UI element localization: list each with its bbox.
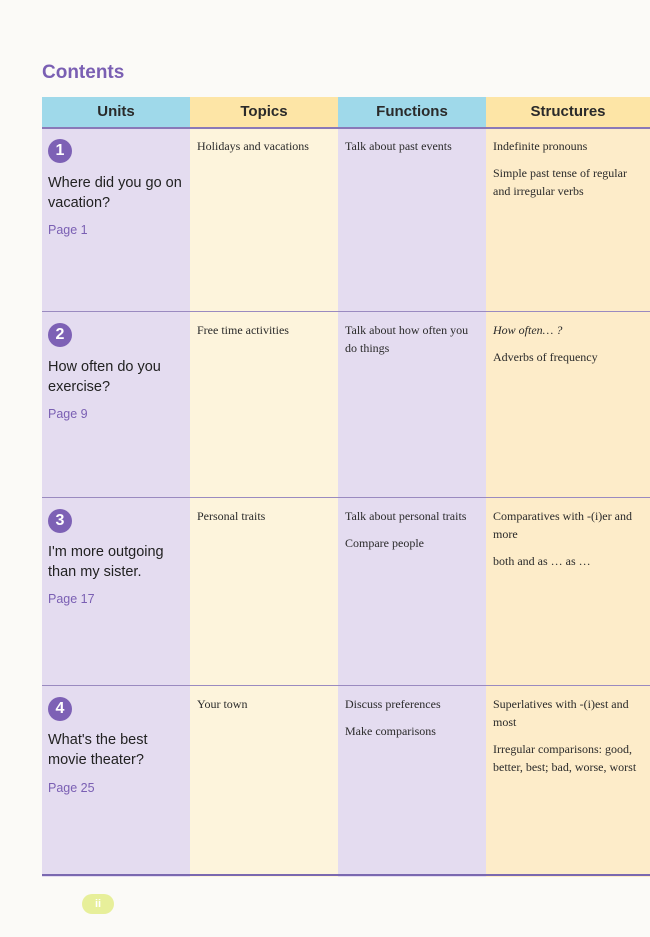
header-structures: Structures: [486, 97, 650, 127]
topics-column: [190, 97, 338, 877]
header-divider: [42, 127, 650, 129]
unit-page-link[interactable]: Page 1: [48, 223, 88, 237]
header-functions: Functions: [338, 97, 486, 127]
function-item: Talk about how often you do things: [345, 323, 469, 355]
unit-structures: [493, 507, 645, 579]
unit-structures: [493, 695, 645, 785]
unit-title: I'm more outgoing than my sister.: [48, 544, 164, 580]
unit-functions: [345, 695, 483, 749]
unit-title: How often do you exercise?: [48, 359, 161, 395]
unit-topic: Holidays and vacations: [197, 139, 309, 153]
function-item: Talk about past events: [345, 139, 452, 153]
row-divider: [42, 311, 650, 312]
unit-topic: Free time activities: [197, 323, 289, 337]
unit-title: What's the best movie theater?: [48, 732, 148, 768]
unit-number-badge: 3: [48, 509, 72, 533]
header-topics: Topics: [190, 97, 338, 127]
function-item: Talk about personal traits: [345, 509, 467, 523]
header-units: Units: [42, 97, 190, 127]
unit-title: Where did you go on vacation?: [48, 175, 182, 211]
function-item: Make comparisons: [345, 724, 436, 738]
unit-page-link[interactable]: Page 17: [48, 592, 95, 606]
contents-table: [42, 97, 650, 877]
function-item: Discuss preferences: [345, 697, 441, 711]
structure-item: Indefinite pronouns: [493, 139, 588, 153]
structure-item: Comparatives with -(i)er and more: [493, 509, 632, 541]
unit-number-badge: 1: [48, 139, 72, 163]
unit-number-badge: 4: [48, 697, 72, 721]
row-divider: [42, 685, 650, 686]
structure-item: Irregular comparisons: good, better, best; bad, worse, worst: [493, 742, 637, 774]
unit-topic: Your town: [197, 697, 248, 711]
unit-functions: [345, 507, 483, 561]
unit-number-badge: 2: [48, 323, 72, 347]
row-divider: [42, 497, 650, 498]
page-number-badge: ii: [82, 894, 114, 914]
unit-page-link[interactable]: Page 25: [48, 781, 95, 795]
table-bottom-border: [42, 874, 650, 876]
structure-item: Simple past tense of regular and irregular verbs: [493, 166, 627, 198]
function-item: Compare people: [345, 536, 424, 550]
unit-structures: [493, 137, 645, 209]
unit-page-link[interactable]: Page 9: [48, 407, 88, 421]
structure-item: Superlatives with -(i)est and most: [493, 697, 629, 729]
structure-item: How often… ?: [493, 323, 563, 337]
unit-structures: [493, 321, 645, 375]
structure-item: both and as … as …: [493, 554, 591, 568]
structure-item: Adverbs of frequency: [493, 350, 598, 364]
unit-functions: [345, 137, 483, 164]
functions-column: [338, 97, 486, 877]
unit-topic: Personal traits: [197, 509, 266, 523]
page-title: Contents: [42, 62, 125, 83]
unit-functions: [345, 321, 483, 366]
